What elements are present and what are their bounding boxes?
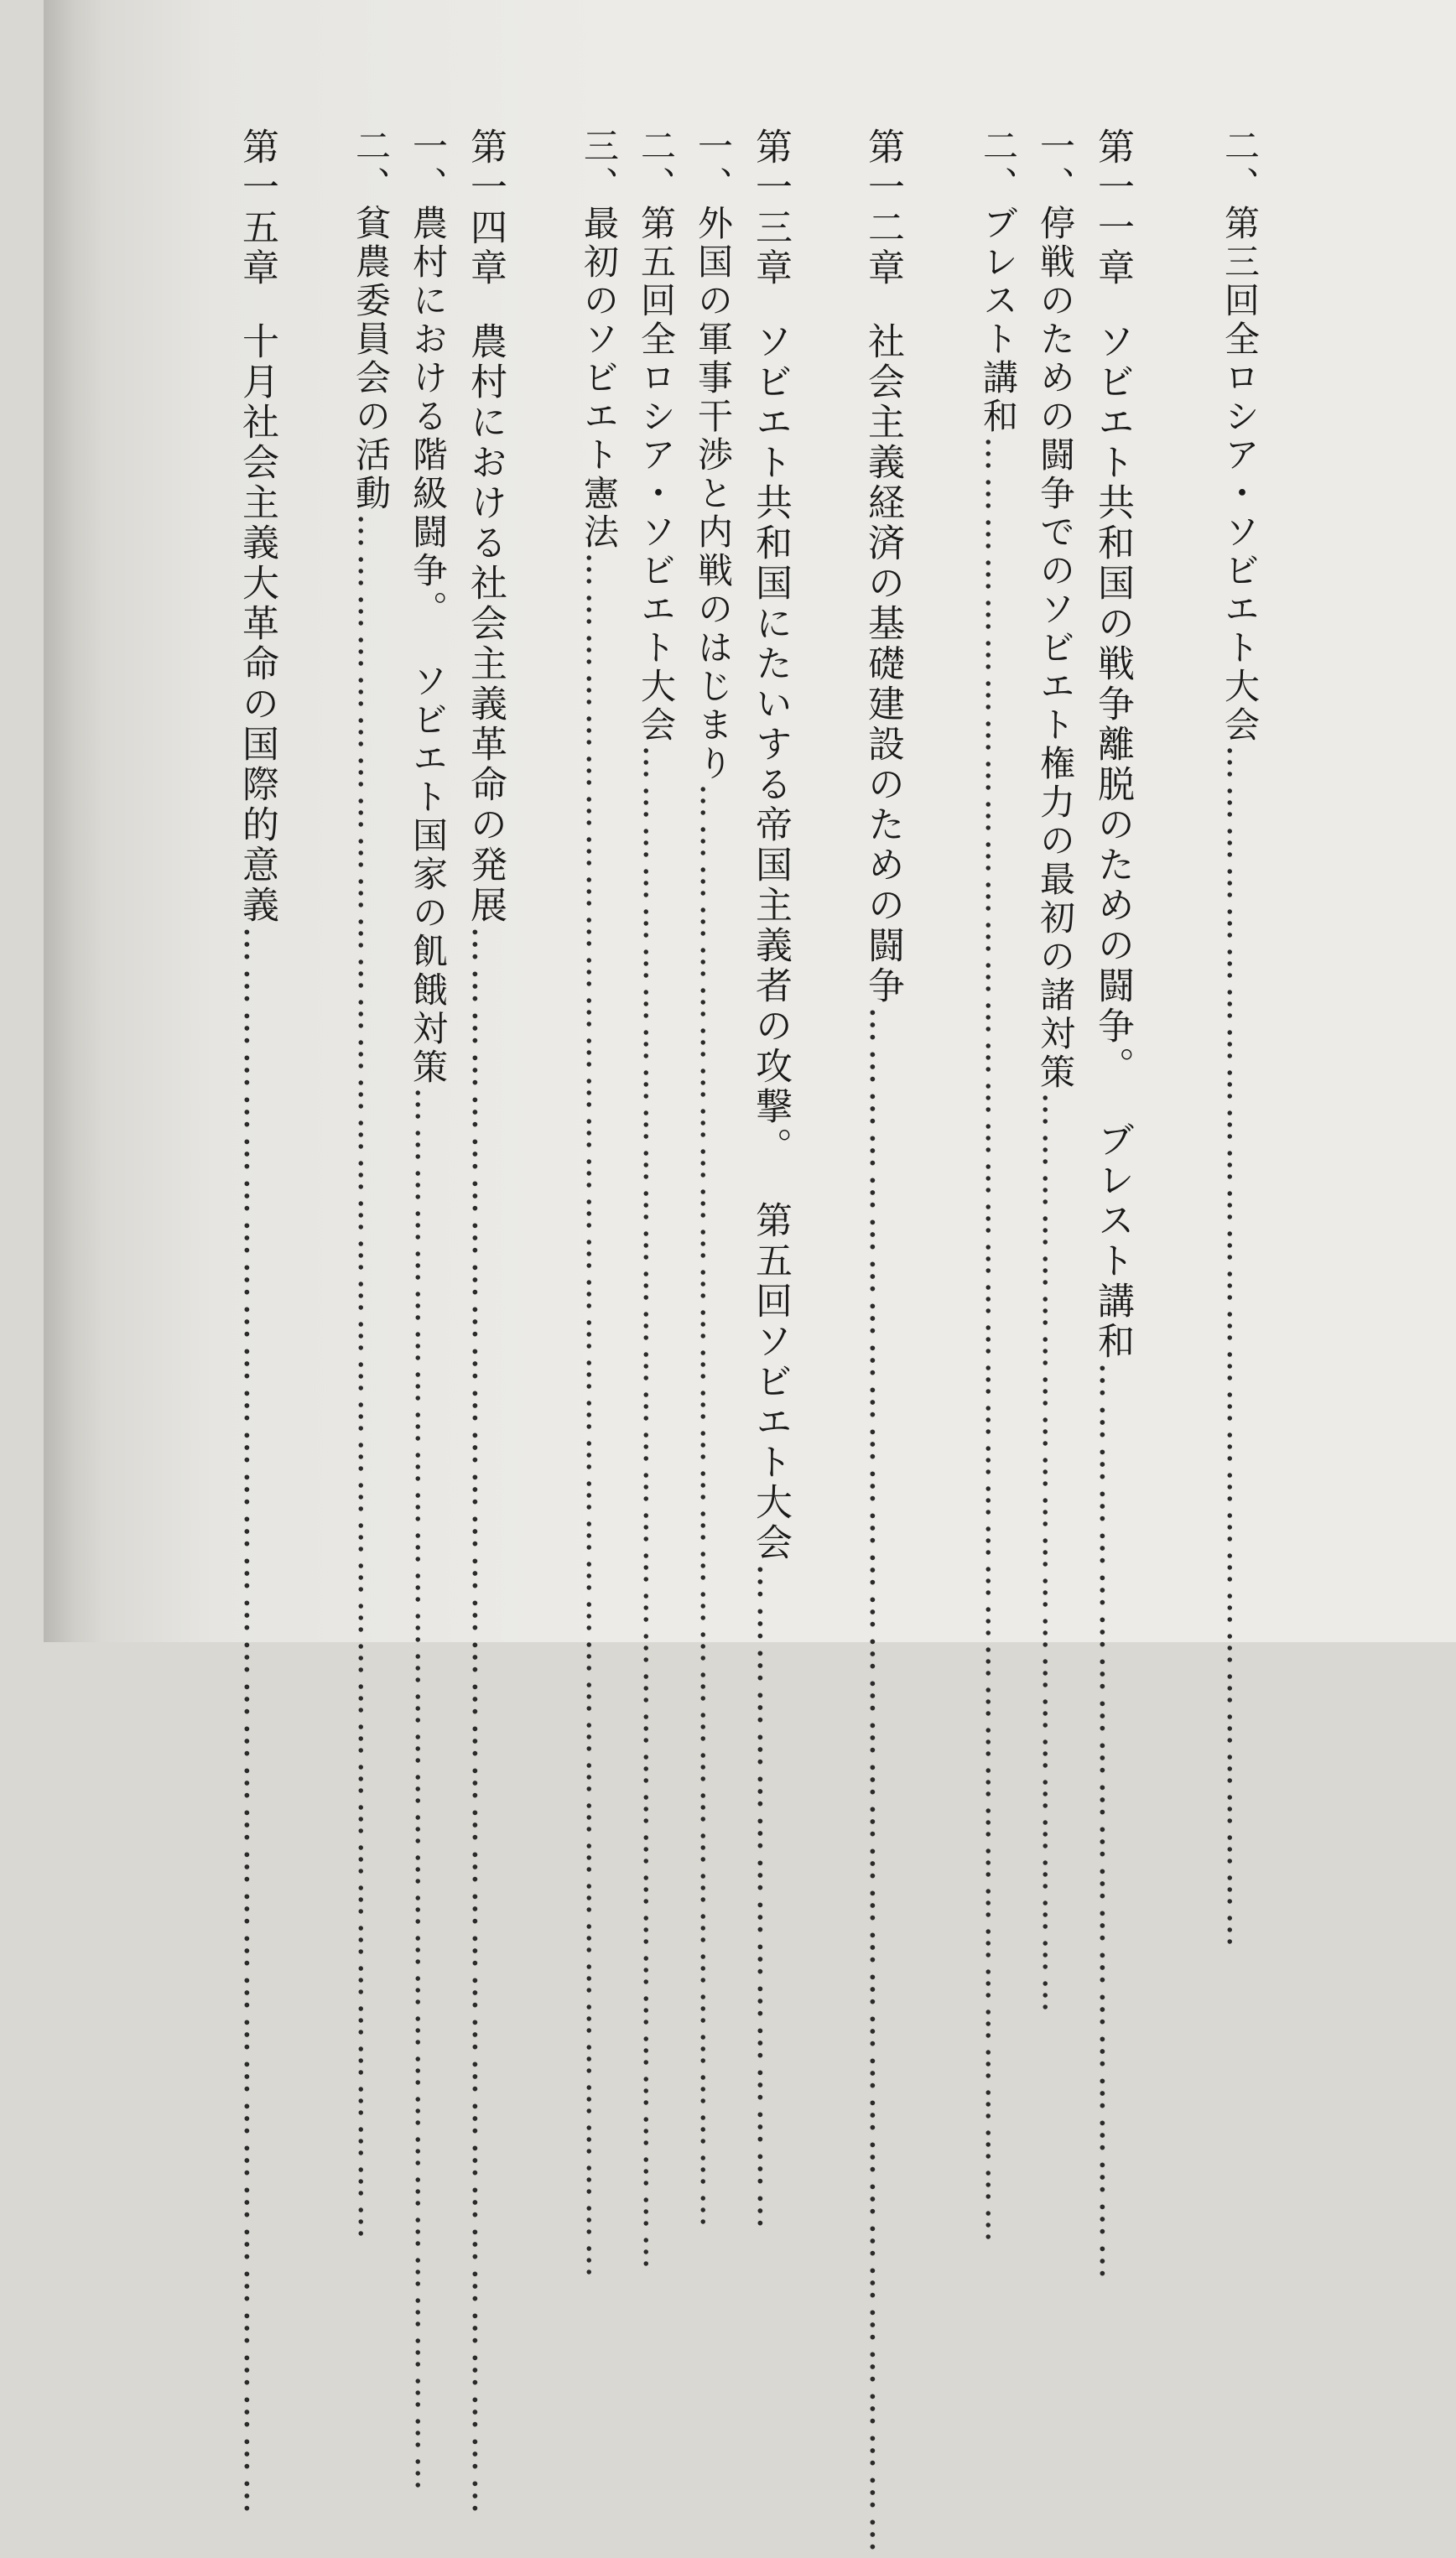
chapter-title: ソビエト共和国にたいする帝国主義者の攻撃。 xyxy=(749,322,792,1167)
toc-entry xyxy=(1214,127,1265,1952)
dot-leader: …………………………………………………………………………………………………… xyxy=(236,926,278,2519)
toc-chapter xyxy=(460,127,510,2519)
chapter-number: 第一四章 xyxy=(464,127,507,289)
entry-title: 最初のソビエト憲法 xyxy=(579,205,620,552)
entry-prefix: 三、 xyxy=(579,127,620,205)
entry-title: 第三回全ロシア・ソビエト大会 xyxy=(1219,205,1261,745)
dot-leader: ……………………………………………………………………………………………………………………… xyxy=(978,436,1019,2248)
toc-chapter xyxy=(857,127,907,2558)
chapter-number: 第一五章 xyxy=(236,127,278,289)
entry-title: 農村における階級闘争。 xyxy=(408,205,449,629)
entry-title: 外国の軍事干渉と内戦のはじまり xyxy=(693,205,734,783)
dot-leader: …………………………………………………………………………………………………… xyxy=(636,745,677,2275)
spine-shadow xyxy=(44,0,102,1642)
chapter-title: 社会主義経済の基礎建設のための闘争 xyxy=(861,322,904,1006)
toc-entry xyxy=(346,127,396,2244)
toc-entry xyxy=(574,127,624,2283)
toc-entry xyxy=(1030,127,1080,2018)
dot-leader: ………………………………………………………………………………………………………………… xyxy=(351,513,392,2244)
dot-leader: ………………………………………………………………………………………………… xyxy=(861,1006,904,2558)
chapter-number: 第一三章 xyxy=(749,127,792,289)
entry-prefix: 二、 xyxy=(636,127,677,205)
entry-prefix: 二、 xyxy=(351,127,392,205)
entry-prefix: 一、 xyxy=(693,127,734,205)
chapter-title: 十月社会主義大革命の国際的意義 xyxy=(236,322,278,926)
toc-entry xyxy=(688,127,738,2233)
toc-entry xyxy=(403,127,453,2496)
dot-leader: …………………………………………………………………………………………… xyxy=(408,1087,449,2496)
dot-leader: ………………………………………… xyxy=(749,1563,792,2234)
chapter-title-cont: 第五回ソビエト大会 xyxy=(749,1201,792,1563)
chapter-title: 農村における社会主義革命の発展 xyxy=(464,322,507,926)
dot-leader: …………………………………………………………………………………………………… xyxy=(464,926,507,2519)
entry-prefix: 二、 xyxy=(978,127,1019,205)
entry-prefix: 一、 xyxy=(1035,127,1076,205)
entry-title-cont: ソビエト国家の飢餓対策 xyxy=(408,663,449,1087)
dot-leader: ………………………………………………………………………………………………………………… xyxy=(579,552,620,2283)
chapter-number: 第一二章 xyxy=(861,127,904,289)
toc-chapter xyxy=(1087,127,1137,2285)
dot-leader: …………………………………………………………… xyxy=(1035,1092,1076,2018)
entry-prefix: 一、 xyxy=(408,127,449,205)
toc-entry xyxy=(973,127,1023,2248)
toc-entry xyxy=(631,127,681,2275)
chapter-number: 第一一章 xyxy=(1091,127,1134,289)
dot-leader: ………………………………………………………… xyxy=(1091,1362,1134,2285)
dot-leader: ……………………………………………………………………………………………… xyxy=(693,783,734,2233)
entry-title: 第五回全ロシア・ソビエト大会 xyxy=(636,205,677,745)
dot-leader: ……………………………………………………………………………… xyxy=(1219,745,1261,1952)
chapter-title-cont: ブレスト講和 xyxy=(1091,1120,1134,1362)
entry-title: 停戦のための闘争でのソビエト権力の最初の諸対策 xyxy=(1035,205,1076,1092)
chapter-title: ソビエト共和国の戦争離脱のための闘争。 xyxy=(1091,322,1134,1087)
toc-chapter xyxy=(231,127,282,2519)
entry-prefix: 二、 xyxy=(1219,127,1261,205)
toc-chapter xyxy=(745,127,795,2234)
entry-title: 貧農委員会の活動 xyxy=(351,205,392,513)
entry-title: ブレスト講和 xyxy=(978,205,1019,436)
